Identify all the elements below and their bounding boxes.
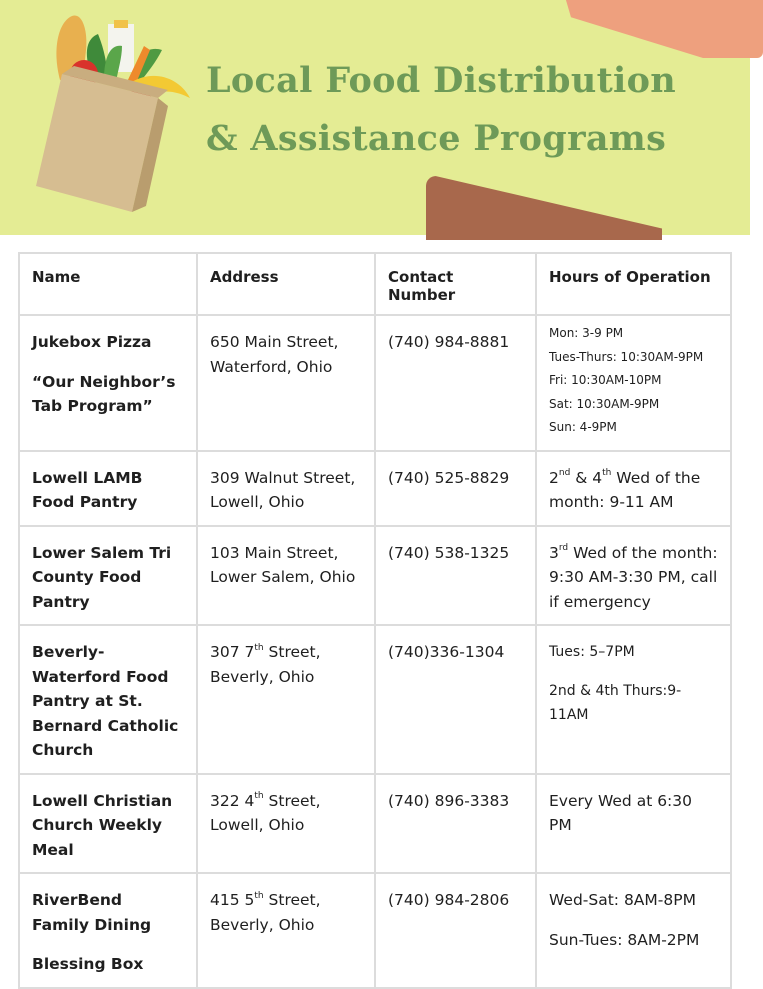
column-header-address: Address	[197, 253, 375, 315]
name-cell: RiverBend Family Dining Blessing Box	[19, 873, 197, 988]
programs-table-container	[18, 252, 730, 989]
name-cell: Lowell Christian Church Weekly Meal	[19, 774, 197, 874]
hours-cell: 2nd & 4th Wed of the month: 9-11 AM	[536, 451, 731, 526]
table-row	[19, 526, 731, 626]
column-header-name: Name	[19, 253, 197, 315]
table-row	[19, 315, 731, 451]
name-cell: Lower Salem Tri County Food Pantry	[19, 526, 197, 626]
table-row	[19, 873, 731, 988]
address-cell: 415 5th Street, Beverly, Ohio	[197, 873, 375, 988]
page-title	[206, 52, 746, 168]
hours-cell: Wed-Sat: 8AM-8PM Sun-Tues: 8AM-2PM	[536, 873, 731, 988]
contact-cell: (740) 984-8881	[375, 315, 536, 451]
grocery-bag-icon	[22, 10, 202, 215]
table-row	[19, 451, 731, 526]
hours-cell: 3rd Wed of the month: 9:30 AM-3:30 PM, call if emergency	[536, 526, 731, 626]
table-header-row	[19, 253, 731, 315]
title-line-2: & Assistance Programs	[206, 118, 667, 159]
name-cell: Lowell LAMB Food Pantry	[19, 451, 197, 526]
address-cell: 309 Walnut Street, Lowell, Ohio	[197, 451, 375, 526]
address-cell: 307 7th Street, Beverly, Ohio	[197, 625, 375, 774]
contact-cell: (740) 538-1325	[375, 526, 536, 626]
address-cell: 322 4th Street, Lowell, Ohio	[197, 774, 375, 874]
contact-cell: (740) 984-2806	[375, 873, 536, 988]
name-cell: Beverly-Waterford Food Pantry at St. Bernard Catholic Church	[19, 625, 197, 774]
hours-cell: Tues: 5–7PM 2nd & 4th Thurs:9-11AM	[536, 625, 731, 774]
table-row	[19, 774, 731, 874]
name-cell: Jukebox Pizza “Our Neighbor’s Tab Program”	[19, 315, 197, 451]
column-header-contact: Contact Number	[375, 253, 536, 315]
hours-cell: Mon: 3-9 PM Tues-Thurs: 10:30AM-9PM Fri: 10:30AM-10PM Sat: 10:30AM-9PM Sun: 4-9PM	[536, 315, 731, 451]
column-header-hours: Hours of Operation	[536, 253, 731, 315]
contact-cell: (740)336-1304	[375, 625, 536, 774]
title-line-1: Local Food Distribution	[206, 60, 677, 101]
address-cell: 103 Main Street, Lower Salem, Ohio	[197, 526, 375, 626]
programs-table	[18, 252, 732, 989]
decorative-brown-shape	[426, 176, 662, 240]
contact-cell: (740) 896-3383	[375, 774, 536, 874]
hours-cell: Every Wed at 6:30 PM	[536, 774, 731, 874]
address-cell: 650 Main Street, Waterford, Ohio	[197, 315, 375, 451]
contact-cell: (740) 525-8829	[375, 451, 536, 526]
header-banner	[0, 0, 750, 235]
decorative-salmon-shape	[563, 0, 763, 58]
table-row	[19, 625, 731, 774]
